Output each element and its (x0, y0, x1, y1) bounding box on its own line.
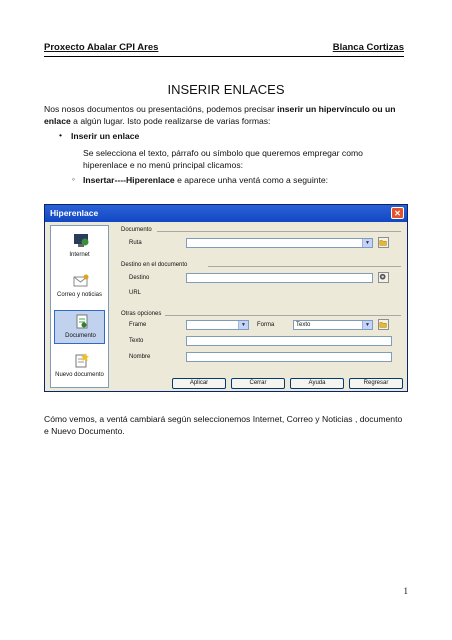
bullet-circle: ◦ (72, 174, 76, 184)
sidebar-label-internet: Internet (69, 252, 90, 258)
dialog-title: Hiperenlace (50, 208, 99, 218)
label-forma: Forma (257, 322, 275, 328)
label-nombre: Nombre (129, 354, 151, 360)
mail-icon (73, 273, 89, 288)
events-button[interactable] (378, 319, 389, 330)
chevron-down-icon[interactable]: ▼ (362, 239, 372, 247)
target-icon (379, 273, 388, 282)
page-number: 1 (403, 586, 408, 596)
sidebar-item-internet[interactable] (54, 230, 105, 264)
label-destino: Destino (129, 275, 150, 281)
header-project: Proxecto Abalar CPI Ares (44, 42, 159, 53)
menu-instruction-rest: e aparece unha ventá como a seguinte: (174, 175, 329, 185)
group-divider (208, 266, 401, 267)
group-divider (157, 231, 401, 232)
menu-instruction (83, 174, 393, 186)
sidebar-label-new-document: Nuevo documento (55, 372, 104, 378)
intro-paragraph (44, 103, 409, 127)
menu-path: Insertar----Hiperenlace (83, 175, 175, 185)
close-icon[interactable]: ✕ (391, 207, 404, 219)
chevron-down-icon[interactable]: ▼ (238, 321, 248, 329)
group-destino: Destino en el documento (121, 262, 188, 268)
back-button[interactable]: Regresar (349, 378, 403, 389)
folder-browse-button[interactable] (378, 237, 389, 248)
nombre-input[interactable] (186, 352, 392, 362)
sidebar-label-mail: Correo y noticias (56, 292, 103, 298)
chevron-down-icon[interactable]: ▼ (362, 321, 372, 329)
page-title: INSERIR ENLACES (167, 82, 285, 97)
description-paragraph: Se selecciona el texto, párrafo ou símbolo que queremos empregar como hiperenlace e no menú principal clicamos: (83, 148, 363, 170)
sidebar-label-document: Documento (65, 333, 96, 339)
intro-text: Nos nosos documentos ou presentacións, podemos precisar (44, 104, 278, 114)
texto-input[interactable] (186, 336, 392, 346)
sidebar-item-new-document[interactable] (54, 350, 105, 384)
label-url: URL (129, 290, 142, 296)
bullet-dot: • (59, 130, 63, 140)
target-button[interactable] (378, 272, 389, 283)
new-document-icon (73, 353, 89, 368)
dialog-sidebar (50, 225, 109, 388)
group-documento: Documento (121, 227, 152, 233)
folder-icon (379, 320, 388, 329)
globe-monitor-icon (73, 233, 89, 248)
closing-paragraph: Cómo vemos, a ventá cambiará según seleccionemos Internet, Correo y Noticias , documento e Nuevo Documento. (44, 414, 403, 436)
group-otras-opciones: Otras opciones (121, 311, 162, 317)
sidebar-item-mail[interactable] (54, 270, 105, 304)
apply-button[interactable]: Aplicar (172, 378, 226, 389)
document-icon (74, 314, 90, 329)
label-frame: Frame (129, 322, 147, 328)
help-button[interactable]: Ayuda (290, 378, 344, 389)
header-author: Blanca Cortizas (332, 42, 404, 53)
label-texto: Texto (129, 338, 144, 344)
intro-text-end: a algún lugar. Isto pode realizarse de varias formas: (70, 116, 271, 126)
dialog-titlebar (45, 205, 407, 222)
destino-input[interactable] (186, 273, 373, 283)
forma-value: Texto (296, 322, 311, 328)
bullet-heading: Inserir un enlace (71, 131, 140, 141)
ruta-input[interactable] (186, 238, 373, 248)
group-divider (165, 315, 401, 316)
close-button[interactable]: Cerrar (231, 378, 285, 389)
forma-select[interactable] (293, 320, 373, 330)
sidebar-item-document[interactable] (54, 310, 105, 344)
label-ruta: Ruta (129, 240, 142, 246)
page-header (44, 42, 404, 57)
hyperlink-dialog (44, 204, 408, 392)
intro-bold: inserir un hipervínculo ou un enlace (44, 104, 396, 126)
frame-select[interactable] (186, 320, 249, 330)
folder-icon (379, 238, 388, 247)
